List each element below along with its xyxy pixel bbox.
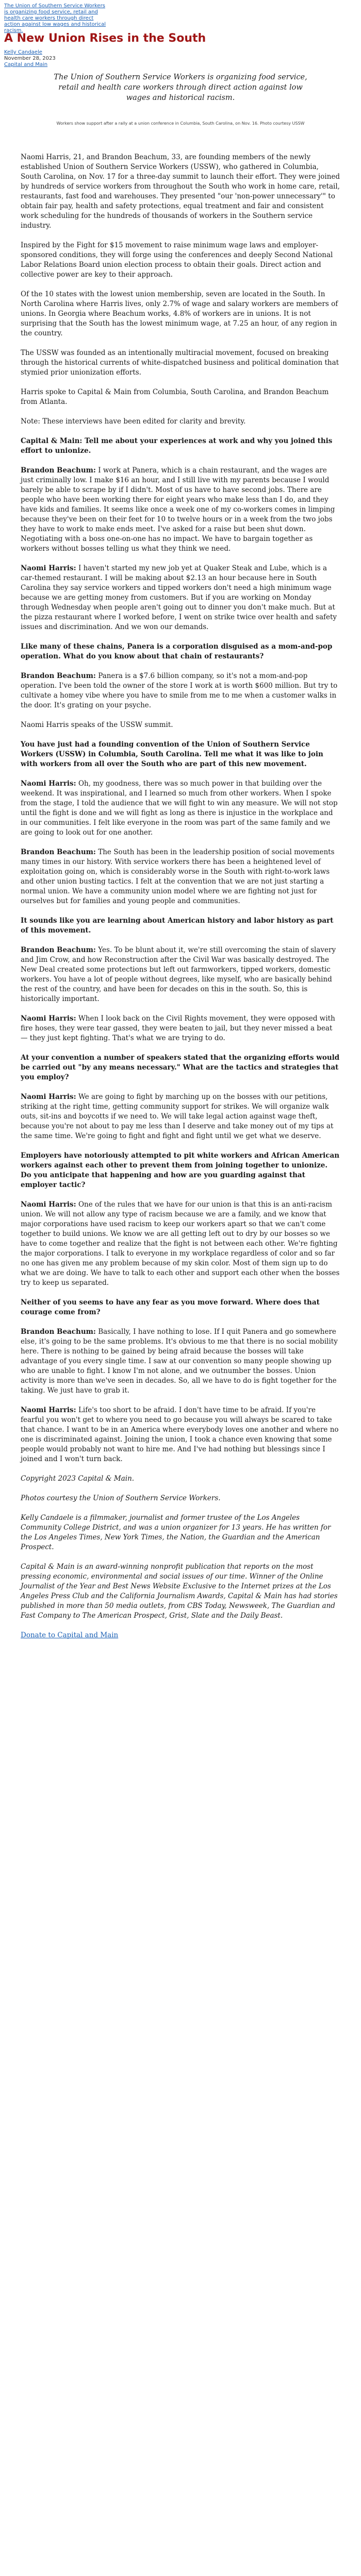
interview-answer: [21, 1014, 340, 1043]
answer-text: I work at Panera, which is a chain restaurant, and the wages are just criminally low. I make $16 an hour, and I still live with my parents because I would barely be able to scrape by if I didn't. Most of us have to have second jobs. There are people who have been working there for eight years who make less than I do, and they have kids and families. It seems like once a week one of my co-workers comes in limping because they've been on their feet for 10 to twelve hours or in a week from the two jobs they have to work to make ends meet. I've asked for a raise but been shut down. Negotiating with a boss one-on-one has no impact. We have to bargain together as workers without bosses telling us what they think we need.: [21, 466, 335, 553]
interview-question: It sounds like you are learning about American history and labor history as part of this movement.: [21, 917, 334, 935]
answer-text: Panera is a $7.6 billion company, so it's not a mom-and-pop operation. I've been told the owner of the store I work at is worth $600 million. But try to cultivate a homey vibe where you have to smile from me to me when a customer walks in the door. It's grating on your psyche.: [21, 672, 338, 709]
publish-date: November 28, 2023: [4, 56, 56, 61]
interview-answer: [21, 1200, 340, 1288]
answer-text: Yes. To be blunt about it, we're still overcoming the stain of slavery and Jim Crow, and how Reconstruction after the Civil War was basically destroyed. The New Deal created some protections but left out farmworkers, tipped workers, domestic workers. You have a lot of people without degrees, like myself, who are basically behind the rest of the country, and have been for decades on this in the south. So, this is historically important.: [21, 946, 336, 1003]
speaker-name: Brandon Beachum:: [21, 1328, 96, 1336]
speaker-name: Brandon Beachum:: [21, 466, 96, 474]
body-paragraph: Note: These interviews have been edited for clarity and brevity.: [21, 417, 246, 426]
interview-answer: [21, 1092, 340, 1141]
body-paragraph: Of the 10 states with the lowest union membership, seven are located in the South. In North Carolina where Harris lives, only 2.7% of wage and salary workers are members of unions. In Georgia where Beachum works, 4.8% of workers are in unions. It is not surprising that the South has the lowest minimum wage, at 7.25 an hour, of any region in the country.: [21, 290, 338, 337]
answer-text: Life's too short to be afraid. I don't have time to be afraid. If you're fearful you won't get to where you need to go because you will always be scared to take that chance. I want to be in an America where everybody loves one another and where no one is discriminated against. Joining the union, I took a chance even knowing that some people would probably not want to hire me. And I've had nothing but blessings since I joined and I won't turn back.: [21, 1406, 339, 1463]
speaker-name: Brandon Beachum:: [21, 672, 96, 680]
body-paragraph: The USSW was founded as an intentionally multiracial movement, focused on breaking through the historical currents of white-dispatched business and political domination that stymied prior unionization efforts.: [21, 349, 339, 377]
author-link[interactable]: Kelly Candaele: [4, 49, 42, 55]
interview-answer: [21, 1327, 340, 1396]
speaker-name: Naomi Harris:: [21, 1406, 76, 1414]
body-paragraph: Harris spoke to Capital & Main from Columbia, South Carolina, and Brandon Beachum from Atlanta.: [21, 388, 329, 406]
banner-link[interactable]: The Union of Southern Service Workers is organizing food service, retail and health care workers through direct action against low wages and historical racism.: [4, 3, 106, 33]
body-paragraph: Naomi Harris, 21, and Brandon Beachum, 33, are founding members of the newly established Union of Southern Service Workers (USSW), who gathered in Columbia, South Carolina, on Nov. 17 for a three-day summit to launch their effort. They were joined by hundreds of service workers from throughout the South who work in home care, retail, restaurants, fast food and warehouses. They presented "our 'non-power unnecessary'" to obtain fair pay, health and safety protections, equal treatment and fair and consistent work scheduling for the hundreds of thousands of workers in the Southern service industry.: [21, 153, 340, 230]
speaker-name: Naomi Harris:: [21, 1093, 76, 1101]
article-title: A New Union Rises in the South: [4, 32, 206, 45]
interview-question: Like many of these chains, Panera is a corporation disguised as a mom-and-pop operation. What do you know about that chain of restaurants?: [21, 642, 333, 660]
speaker-name: Brandon Beachum:: [21, 848, 96, 856]
donate-paragraph: [21, 1631, 340, 1640]
answer-text: We are going to fight by marching up on the bosses with our petitions, striking at the right time, getting community support for strikes. We will organize walk outs, sit-ins and boycotts if we need to. We will take legal action against wage theft, because you're not about to pay me less than I deserve and take money out of my tips at the same time. We're going to fight and fight and fight until we get what we deserve.: [21, 1093, 334, 1140]
header-banner: [4, 3, 107, 34]
interview-question: Neither of you seems to have any fear as you move forward. Where does that courage come from?: [21, 1298, 320, 1316]
lede: [0, 72, 361, 103]
interview-question: At your convention a number of speakers stated that the organizing efforts would be carried out "by any means necessary." What are the tactics and strategies that you employ?: [21, 1054, 340, 1081]
answer-text: The South has been in the leadership position of social movements many times in our history. With service workers there has been a heightened level of exploitation going on, which is considerably worse in the South with right-to-work laws and other union busting tactics. I felt at the convention that we are not just starting a normal union. We have a community union model where we are fighting not just for ourselves but for families and young people and communities.: [21, 848, 335, 905]
category-link[interactable]: Capital and Main: [4, 62, 48, 67]
interview-question: Employers have notoriously attempted to pit white workers and African American workers against each other to prevent them from joining together to unionize. Do you anticipate that happening and how are you guarding against that employer tactic?: [21, 1151, 340, 1189]
article-note: Kelly Candaele is a filmmaker, journalist and former trustee of the Los Angeles Community College District, and was a union organizer for 13 years. He has written for the Los Angeles Times, New York Times, the Nation, the Guardian and the American Prospect.: [21, 1514, 331, 1551]
photo-caption: Workers show support after a rally at a union conference in Columbia, South Carolina, on Nov. 16. Photo courtesy USSW: [56, 121, 305, 126]
answer-text: One of the rules that we have for our union is that this is an anti-racism union. We will not allow any type of racism because we are a family, and we know that major corporations have used racism to keep our workers apart so that we can't come together to build unions. We know we are all getting left out to dry by our bosses so we have to come together and realize that the fight is not between each other. We're fighting the major corporations. I talk to everyone in my workplace regardless of color and so far no one has given me any problem because of my skin color. Most of them sign up to do what we are doing. We have to talk to each other and support each other when the bosses try to keep us separated.: [21, 1200, 340, 1287]
speaker-name: Naomi Harris:: [21, 564, 76, 572]
interview-answer: [21, 671, 340, 710]
interview-question: You have just had a founding convention of the Union of Southern Service Workers (USSW) in Columbia, South Carolina. Tell me what it was like to join with workers from all over the South who are part of this new movement.: [21, 740, 323, 768]
article-note: Capital & Main is an award-winning nonprofit publication that reports on the most pressing economic, environmental and social issues of our time. Winner of the Online Journalist of the Year and Best News Website Exclusive to the Internet prizes at the Los Angeles Press Club and the California Journalism Awards, Capital & Main has had stories published in more than 50 media outlets, from CBS Today, Newsweek, The Guardian and Fast Company to The American Prospect, Grist, Slate and the Daily Beast.: [21, 1563, 338, 1620]
interview-answer: [21, 945, 340, 1004]
interview-answer: [21, 564, 340, 632]
speaker-name: Naomi Harris:: [21, 1200, 76, 1209]
interview-answer: [21, 466, 340, 554]
answer-text: When I look back on the Civil Rights movement, they were opposed with fire hoses, they were tear gassed, they were beaten to jail, but they never missed a beat — they just kept fighting. That's what we are trying to do.: [21, 1014, 335, 1042]
interview-answer: [21, 1405, 340, 1464]
lede-text: The Union of Southern Service Workers is organizing food service, retail and health care workers through direct action against low wages and historical racism.: [54, 73, 307, 102]
article-body: [21, 152, 340, 1650]
speaker-name: Naomi Harris:: [21, 1014, 76, 1023]
article-note: Photos courtesy the Union of Southern Service Workers.: [21, 1494, 221, 1502]
interview-answer: [21, 779, 340, 838]
answer-text: Oh, my goodness, there was so much power in that building over the weekend. It was inspirational, and I learned so much from other workers. When I spoke from the stage, I told the audience that we will fight to win any measure. We will not stop until the fight is done and we will fight as long as there is injustice in the workplace and in our communities. I felt like everyone in the room was part of the same family and we are going to look out for one another.: [21, 779, 338, 837]
body-paragraph: Inspired by the Fight for $15 movement to raise minimum wage laws and employer-sponsored conditions, they will forge using the conferences and deeply Second National Labor Relations Board union election process to obtain their goals. Direct action and collective power are key to their approach.: [21, 241, 333, 279]
article-note: Copyright 2023 Capital & Main.: [21, 1475, 135, 1483]
answer-text: Basically, I have nothing to lose. If I quit Panera and go somewhere else, it's going to be the same problems. It's obvious to me that there is no social mobility here. There is nothing to be gained by being afraid because the bosses will take advantage of you every single time. I saw at our convention so many people showing up who are unable to fight. I know I'm not alone, and we outnumber the bosses. Union activity is more than we've seen in decades. So, all we have to do is fight together for the taking. We just have to grab it.: [21, 1328, 338, 1395]
answer-text: I haven't started my new job yet at Quaker Steak and Lube, which is a car-themed restaurant. I will be making about $2.13 an hour because here in South Carolina they say service workers and tipped workers don't need a high minimum wage because we are getting money from customers. But if you are working on Monday through Wednesday when people aren't going out to dinner you don't make much. But at the pizza restaurant where I worked before, I went on strike twice over health and safety issues and discrimination. And we won our demands.: [21, 564, 337, 631]
byline: [4, 49, 56, 68]
interview-answer: [21, 848, 340, 906]
body-paragraph: Naomi Harris speaks of the USSW summit.: [21, 721, 173, 729]
interview-question: Capital & Main: Tell me about your experiences at work and why you joined this effort to unionize.: [21, 437, 333, 455]
speaker-name: Brandon Beachum:: [21, 946, 96, 954]
donate-link[interactable]: Donate to Capital and Main: [21, 1631, 119, 1639]
speaker-name: Naomi Harris:: [21, 779, 76, 788]
